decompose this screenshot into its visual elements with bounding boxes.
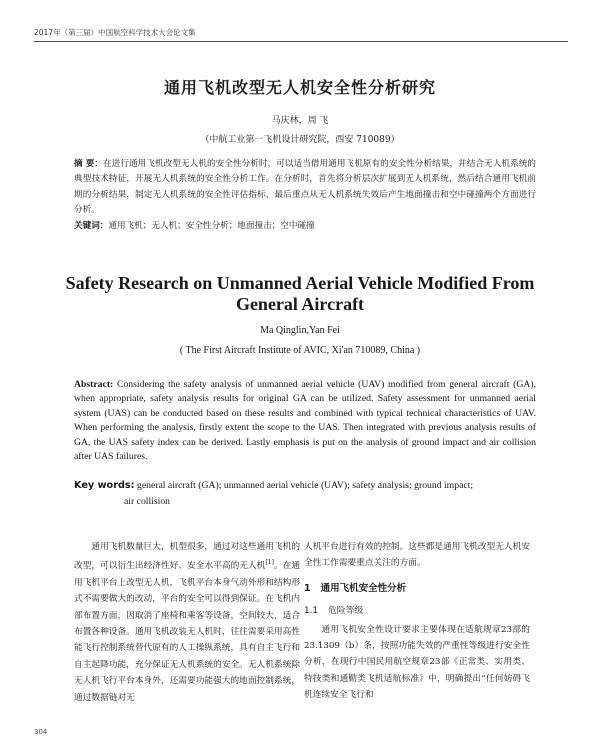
chinese-abstract-text: 在进行通用飞机改型无人机的安全性分析时，可以适当借用通用飞机原有的安全性分析结果，并结合无人机系统的典型技术特征，开展无人机系统的安全性分析工作。在分析时，首先将分析层次扩展到无人机系统，然后结合通用飞机前期的分析结果，制定无人机系统的安全性评估指标，最后重点从无人机系统失效后产生地面撞击和空中碰撞两个方面进行分析。 [74,159,536,216]
english-keywords-label: Key words: [74,480,135,491]
english-title: Safety Research on Unmanned Aerial Vehicle Modified From General Aircraft [65,273,535,314]
chinese-keywords: 通用飞机；无人机；安全性分析；地面撞击；空中碰撞 [108,220,315,231]
chinese-affiliation: （中航工业第一飞机设计研究院，西安 710089） [200,135,400,145]
page-number: 304 [34,728,48,736]
chinese-keywords-label: 关键词： [74,220,109,231]
hazard-level-paragraph: 通用飞机安全性设计要求主要体现在适航规章23部的23.1309（b）条，按照功能失效的严重性等级进行安全性分析，在现行中国民用航空规章23部《正常类、实用类、特技类和通勤类飞机适航标准》中，明确提出“任何妨碍飞机连续安全飞行和 [304,624,530,701]
english-affiliation: ( The First Aircraft Institute of AVIC, Xi'an 710089, China ) [179,345,421,356]
intro-text: 通用飞机数量巨大，机型很多，通过对这些通用飞机的改型，可以衍生出经济性好、安全水平高的无人机 [74,542,300,572]
section-1-1-number: 1.1 [304,606,318,617]
body-right-column [304,539,530,704]
body-left-column [74,539,300,706]
section-1-1-heading [304,603,530,619]
chinese-abstract [74,157,536,234]
english-keywords-line2: air collision [124,496,171,508]
english-abstract-text: Considering the safety analysis of unmanned aerial vehicle (UAV) modified from general aircraft (GA), when appropriate, safety analysis results for original GA can be utilized. Safety assessment for unmanned aerial system (UAS) can be conducted based on these results and combined with typical technical characteristics of UAV. When performing the analysis, firstly extent the scope to the UAS. Then integrated with previous analysis results of GA, the UAS safety index can be derived. Lastly emphasis is put on the analysis of ground impact and air collision after UAS failures. [74,379,537,463]
intro-paragraph [74,539,300,706]
english-abstract [74,378,536,464]
section-1-title: 通用飞机安全性分析 [320,582,407,594]
intro-text-continued: 。在通用飞机平台上改型无人机，飞机平台本身气动外形和结构形式不需要做大的改动，平台的安全可以得到保证。在飞机内部布置方面，因取消了座椅和乘客等设备，空间较大，适合布置各种设备。通用飞机改装无人机时，往往需要采用高性能飞行控制系统替代原有的人工操纵系统，具有自主飞行和自主起降功能，充分保证无人机系统的安全。无人机系统除无人机飞行平台本身外，还需要功能强大的地面控制系统，通过数据链对无 [74,561,301,703]
chinese-title: 通用飞机改型无人机安全性分析研究 [163,78,436,97]
section-1-number: 1 [304,582,311,594]
english-keywords [74,478,536,511]
intro-paragraph-end: 人机平台进行有效的控制。这些都是通用飞机改型无人机安全性工作需要重点关注的方面。 [304,542,530,569]
chinese-authors: 马庆林，周 飞 [271,116,329,126]
section-1-1-title: 危险等级 [328,606,364,617]
english-authors: Ma Qinglin,Yan Fei [260,325,340,336]
section-1-heading [304,581,530,597]
english-keywords-line1: general aircraft (GA); unmanned aerial vehicle (UAV); safety analysis; ground impact; [136,480,474,491]
english-abstract-label: Abstract: [74,379,114,390]
running-header: 2017年（第三届）中国航空科学技术大会论文集 [34,27,568,42]
chinese-abstract-label: 摘 要： [74,159,104,169]
citation-ref[interactable]: [1] [265,559,274,567]
